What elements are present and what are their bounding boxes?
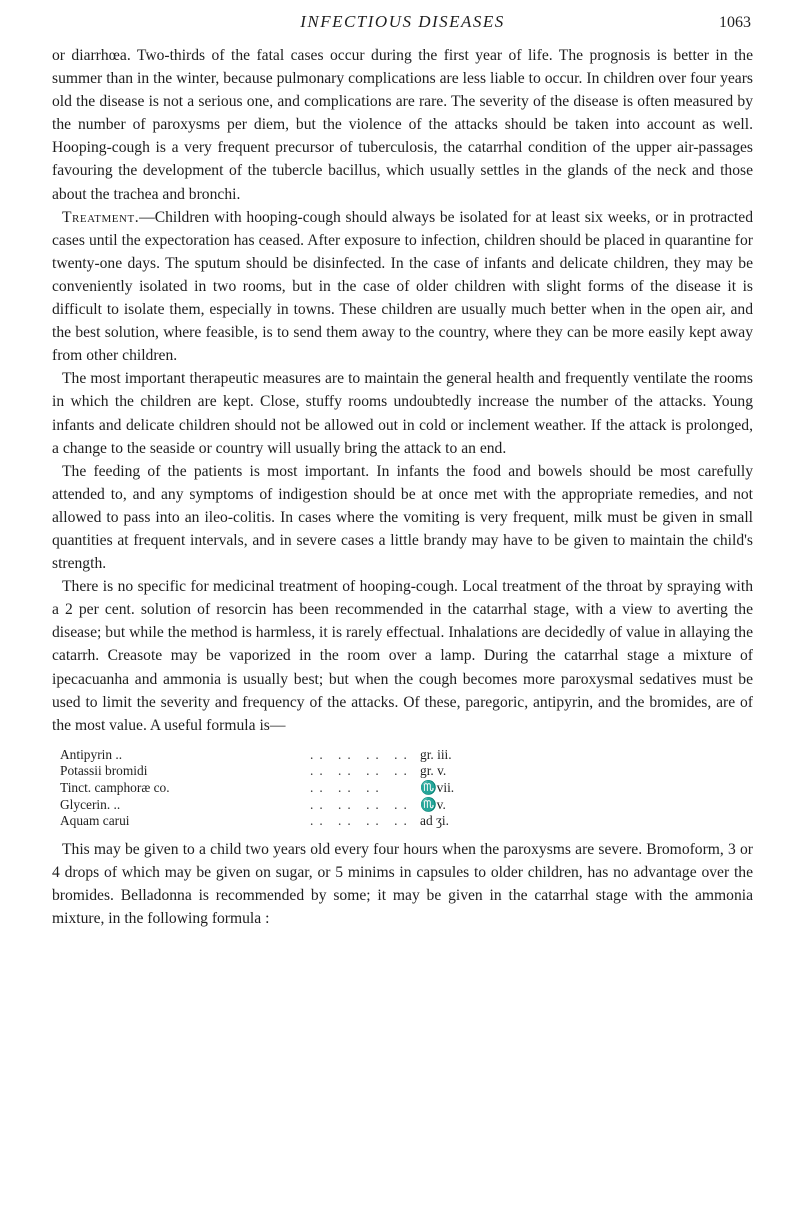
- formula-quantity: gr. iii.: [420, 746, 452, 762]
- formula-leader: .. .. ..: [310, 780, 385, 795]
- paragraph-treatment-text: —Children with hooping-cough should always be isolated for at least six weeks, or in protracted cases until the expectoration has ceased. After exposure to infection, children should be placed in quarantine for twenty-one days. The sputum should be disinfected. In the case of infants and delicate children, they may be conveniently isolated in two rooms, but in the case of older children with slight forms of the disease it is difficult to isolate them, especially in towns. These children are usually much better when in the open air, and the best solution, where feasible, is to send them away to the country, where they can be more easily kept away from other children.: [52, 208, 753, 365]
- formula-row: [60, 747, 490, 764]
- formula-row: [60, 813, 490, 830]
- paragraph-therapeutic-measures: The most important therapeutic measures are to maintain the general health and frequently ventilate the rooms in which the children are kept. Close, stuffy rooms undoubtedly increase the number of the attacks. Young infants and delicate children should not be allowed out in cold or inclement weather. If the attack is prolonged, a change to the seaside or country will usually bring the attack to an end.: [52, 370, 753, 457]
- formula-quantity: ad ʒi.: [420, 813, 449, 829]
- treatment-heading: Treatment.: [62, 208, 140, 226]
- paragraph-feeding: The feeding of the patients is most important. In infants the food and bowels should be most carefully attended to, and any symptoms of indigestion should be at once met with the appropriate remedies, and not allowed to pass into an ileo-colitis. In cases where the vomiting is very frequent, milk must be given in small quantities at frequent intervals, and in severe cases a little brandy may have to be given to maintain the child's strength.: [52, 462, 753, 573]
- formula-row: [60, 780, 490, 797]
- running-head: [52, 8, 753, 40]
- book-page: [52, 8, 753, 1198]
- formula-quantity: gr. v.: [420, 763, 447, 779]
- formula-ingredient: Glycerin. ..: [60, 796, 121, 812]
- formula-row: [60, 797, 490, 814]
- formula-leader: .. .. .. ..: [310, 796, 413, 812]
- formula-leader: .. .. .. ..: [310, 763, 413, 779]
- paragraph-medicinal-treatment: There is no specific for medicinal treatment of hooping-cough. Local treatment of the throat by spraying with a 2 per cent. solution of resorcin has been recommended in the catarrhal stage, with a view to averting the disease; but while the method is harmless, it is rarely effectual. Inhalations are decidedly of value in allaying the catarrh. Creasote may be vaporized in the room over a lamp. During the catarrhal stage a mixture of ipecacuanha and ammonia is usually best; but when the cough becomes more paroxysmal sedatives must be used to limit the severity and frequency of the attacks. Of these, paregoric, antipyrin, and the bromides, are of the most value. A useful formula is—: [52, 578, 753, 734]
- paragraph-treatment: [52, 206, 753, 368]
- formula-ingredient: Potassii bromidi: [60, 763, 148, 779]
- formula-quantity: ♏vii.: [420, 780, 455, 795]
- formula-ingredient: Antipyrin ..: [60, 746, 123, 762]
- running-title: INFECTIOUS DISEASES: [300, 12, 505, 31]
- formula-quantity: ♏v.: [420, 796, 446, 812]
- page-number: 1063: [719, 14, 751, 31]
- formula-ingredient: Aquam carui: [60, 813, 130, 829]
- paragraph-prognosis: or diarrhœa. Two-thirds of the fatal cases occur during the first year of life. The prognosis is better in the summer than in the winter, because pulmonary complications are less liable to occur. In children over four years old the disease is not a serious one, and complications are rare. The severity of the disease is often measured by the number of paroxysms per diem, but the violence of the attacks should be taken into account as well. Hooping-cough is a very frequent precursor of tuberculosis, the catarrhal condition of the upper air-passages favouring the development of the tubercle bacillus, which usually settles in the glands of the neck and those about the trachea and bronchi.: [52, 47, 753, 203]
- formula-row: [60, 763, 490, 780]
- paragraph-dosage: This may be given to a child two years old every four hours when the paroxysms are severe. Bromoform, 3 or 4 drops of which may be given on sugar, or 5 minims in capsules to older children, has no advantage over the bromides. Belladonna is recommended by some; it may be given in the catarrhal stage with the ammonia mixture, in the following formula :: [52, 840, 753, 928]
- prescription-formula: [60, 747, 490, 830]
- formula-leader: .. .. .. ..: [310, 746, 413, 762]
- formula-leader: .. .. .. ..: [310, 813, 413, 829]
- formula-ingredient: Tinct. camphoræ co.: [60, 780, 170, 795]
